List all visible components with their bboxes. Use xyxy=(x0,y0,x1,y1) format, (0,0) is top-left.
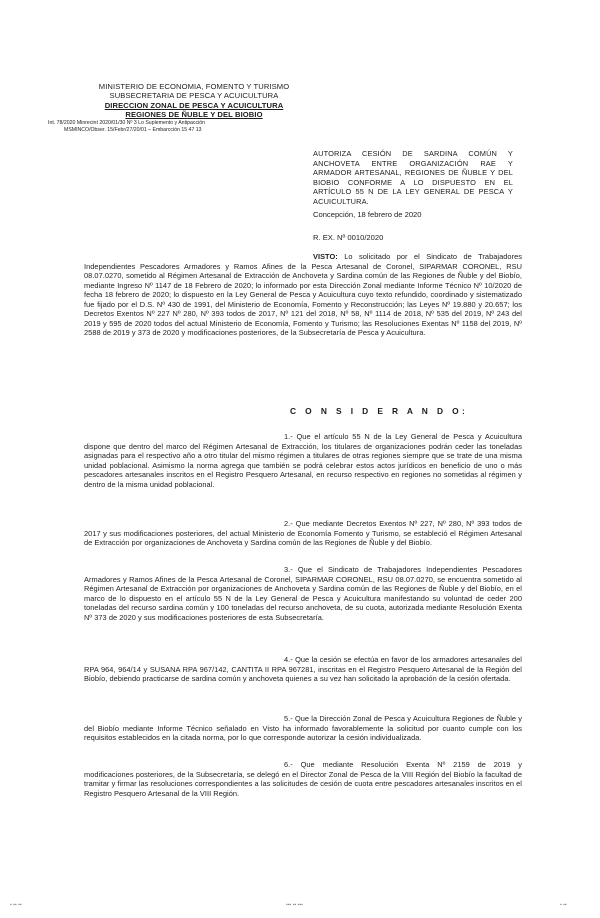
reference-line-2: MSMINCO/Obser. 15/Febr/27/20/01 – Embarcción 15 47 13 xyxy=(64,126,202,133)
considerando-heading: C O N S I D E R A N D O: xyxy=(290,406,469,416)
considerando-item-5: 5.- Que la Dirección Zonal de Pesca y Acuicultura Regiones de Ñuble y del Biobío mediante Informe Técnico señalado en Visto ha informado favorablemente la solicitud por cuanto cumple con los requisitos establecidos en la citada norma, por lo que corresponde autorizar la cesión individualizada. xyxy=(84,714,522,743)
resolution-subject: AUTORIZA CESIÓN DE SARDINA COMÚN Y ANCHOVETA ENTRE ORGANIZACIÓN RAE Y ARMADOR ARTESANAL, REGIONES DE ÑUBLE Y DEL BIOBIO CONFORME A LO DISPUESTO EN EL ARTÍCULO 55 N DE LA LEY GENERAL DE PESCA Y ACUICULTURA. xyxy=(313,149,513,206)
zonal-direction-line: DIRECCION ZONAL DE PESCA Y ACUICULTURA xyxy=(104,100,284,110)
considerando-item-3: 3.- Que el Sindicato de Trabajadores Independientes Pescadores Armadores y Ramos Afines de la Pesca Artesanal de Coronel, SIPARMAR CORONEL, RSU 08.07.0270, se encuentra sometido al Régimen Artesanal de Extracción por organizaciones de Anchoveta y Sardina común de las Regiones de Ñuble y del Biobío, en el marco de lo dispuesto en el artículo 55 N de la Ley General de Pesca y Acuicultura manifestando su voluntad de ceder 200 toneladas del recurso sardina común y 100 toneladas del recurso anchoveta, de su cuota, autorizada mediante Resolución Exenta Nº 373 de 2020 y sus modificaciones posteriores de esta Subsecretaría. xyxy=(84,565,522,622)
regions-line: REGIONES DE ÑUBLE Y DEL BIOBIO xyxy=(125,110,263,120)
considerando-item-2: 2.- Que mediante Decretos Exentos Nº 227, Nº 280, Nº 393 todos de 2017 y sus modificaciones posteriores, del actual Ministerio de Economía Fomento y Turismo, se estableció el Régimen Artesanal de Extracción por organizaciones de Anchoveta y Sardina común de las Regiones de Ñuble y del Biobío. xyxy=(84,519,522,548)
letterhead xyxy=(48,82,304,134)
considerando-item-6: 6.- Que mediante Resolución Exenta Nº 2159 de 2019 y modificaciones posteriores, de la Subsecretaría, se delegó en el Director Zonal de Pesca de la VIII Región del Biobío la facultad de tramitar y firmar las resoluciones correspondientes a las solicitudes de cesión de cuota entre pescadores artesanales inscritos en el Registro Pesquero Artesanal de la VIII Región. xyxy=(84,760,522,798)
footer-mark-left: ▪ ▪▪ ▪▪ xyxy=(10,902,22,908)
ministry-line: MINISTERIO DE ECONOMIA, FOMENTO Y TURISMO xyxy=(98,82,290,91)
footer-mark-right: ▪ ▪▪ xyxy=(560,902,567,908)
place-date: Concepción, 18 febrero de 2020 xyxy=(313,210,422,219)
reference-line-1: Int. 78/2020 Minrecint 2020/01/30 Nº 3 Lo Suplemento y Antipacción xyxy=(48,119,206,126)
subsecretariat-line: SUBSECRETARIA DE PESCA Y ACUICULTURA xyxy=(109,91,279,101)
visto-label: VISTO: xyxy=(313,252,338,261)
resolution-number: R. EX. Nº 0010/2020 xyxy=(313,233,384,242)
page-footer xyxy=(0,900,600,918)
visto-paragraph xyxy=(84,252,522,338)
visto-text: Lo solicitado por el Sindicato de Trabajadores Independientes Pescadores Armadores y Ramos Afines de la Pesca Artesanal de Coronel, SIPARMAR CORONEL, RSU 08.07.0270, sometido al Régimen Artesanal de Extracción de Anchoveta y Sardina común de las Regiones de Ñuble y del Biobío, mediante Ingreso Nº 1147 de 18 Febrero de 2020; lo informado por esta Dirección Zonal mediante Informe Técnico Nº 10/2020 de fecha 18 febrero de 2020; lo dispuesto en la Ley General de Pesca y Acuicultura cuyo texto refundido, coordinado y sistematizado fue fijado por el D.S. Nº 430 de 1991, del Ministerio de Economía, Fomento y Reconstrucción; las Leyes Nº 19.880 y 20.657; los Decretos Exentos Nº 227 Nº 280, Nº 393 todos de 2017, Nº 121 del 2018, Nº 58, Nº 1114 de 2018, Nº 535 del 2019, Nº 243 del 2019 y 595 de 2020 todos del actual Ministerio de Economía, Fomento y Turismo; las Resoluciones Exentas Nº 1158 del 2019, Nº 2588 de 2019 y 373 de 2020 y modificaciones posteriores, de la Subsecretaría de Pesca y Acuicultura. xyxy=(84,252,522,338)
considerando-item-4: 4.- Que la cesión se efectúa en favor de los armadores artesanales del RPA 964, 964/14 y SUSANA RPA 967/142, CANTITA II RPA 967281, inscritas en el Registro Pesquero Artesanal de la Región del Biobío, debiendo practicarse de sardina común y anchoveta quienes a su vez han solicitado la aprobación de la cesión ofertada. xyxy=(84,655,522,684)
footer-mark-center: ▪▪▪ ▪▪ ▪▪▪ xyxy=(286,902,303,908)
considerando-item-1: 1.- Que el artículo 55 N de la Ley General de Pesca y Acuicultura dispone que dentro del marco del Régimen Artesanal de Extracción, los titulares de organizaciones podrán ceder las toneladas asignadas para el respectivo año a otro titular del mismo régimen a titulares de otras regiones siempre que se trate de una misma unidad poblacional. Asimismo la norma agrega que también se podrá celebrar estos actos jurídicos en beneficio de uno o más pescadores artesanales inscritos en el Registro Pesquero Artesanal, en recurso respectivo en regiones no sometidas al régimen y dentro de la misma unidad poblacional. xyxy=(84,432,522,489)
